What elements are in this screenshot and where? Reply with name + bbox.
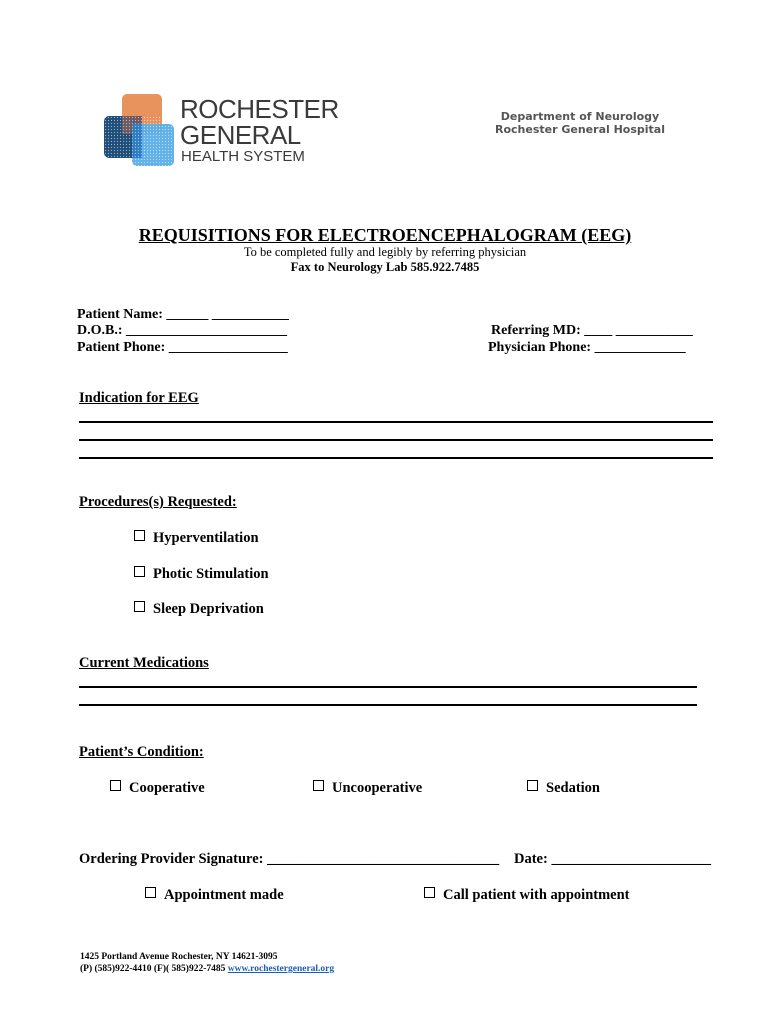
checkbox-icon[interactable] bbox=[110, 780, 121, 791]
procedure-option-photic-stimulation[interactable]: Photic Stimulation bbox=[134, 566, 269, 583]
medications-heading: Current Medications bbox=[79, 655, 209, 671]
checkbox-icon[interactable] bbox=[134, 601, 145, 612]
condition-option-cooperative[interactable]: Cooperative bbox=[110, 780, 205, 797]
procedure-option-hyperventilation[interactable]: Hyperventilation bbox=[134, 530, 259, 547]
medications-line-1[interactable] bbox=[79, 686, 697, 688]
physician-phone-field[interactable]: Physician Phone: _____________ bbox=[488, 340, 686, 355]
appointment-made-option[interactable]: Appointment made bbox=[145, 887, 284, 904]
indication-heading: Indication for EEG bbox=[79, 390, 199, 406]
logo-text-general: GENERAL bbox=[180, 120, 301, 150]
procedures-heading: Procedures(s) Requested: bbox=[79, 494, 237, 510]
form-title: REQUISITIONS FOR ELECTROENCEPHALOGRAM (EEG) bbox=[138, 225, 632, 245]
checkbox-icon[interactable] bbox=[527, 780, 538, 791]
call-patient-option[interactable]: Call patient with appointment bbox=[424, 887, 630, 904]
footer-contact bbox=[80, 964, 334, 974]
referring-md-field[interactable]: Referring MD: ____ ___________ bbox=[491, 323, 693, 338]
checkbox-icon[interactable] bbox=[313, 780, 324, 791]
date-field[interactable]: Date: ______________________ bbox=[514, 851, 711, 867]
department-name: Department of Neurology bbox=[500, 110, 660, 123]
footer-phones: (P) (585)922-4410 (F)( 585)922-7485 bbox=[80, 964, 226, 974]
checkbox-icon[interactable] bbox=[134, 566, 145, 577]
checkbox-icon[interactable] bbox=[134, 530, 145, 541]
condition-option-uncooperative[interactable]: Uncooperative bbox=[313, 780, 422, 797]
footer-address: 1425 Portland Avenue Rochester, NY 14621-3095 bbox=[80, 952, 278, 962]
logo-text-rochester: ROCHESTER bbox=[180, 94, 339, 124]
provider-signature-field[interactable]: Ordering Provider Signature: ________________________________ bbox=[79, 851, 500, 867]
indication-line-2[interactable] bbox=[79, 439, 713, 441]
logo-text-health-system: HEALTH SYSTEM bbox=[181, 148, 305, 165]
dob-field[interactable]: D.O.B.: _______________________ bbox=[77, 323, 287, 338]
website-link[interactable]: www.rochestergeneral.org bbox=[227, 964, 335, 974]
condition-option-sedation[interactable]: Sedation bbox=[527, 780, 600, 797]
checkbox-icon[interactable] bbox=[145, 887, 156, 898]
medications-line-2[interactable] bbox=[79, 704, 697, 706]
indication-line-1[interactable] bbox=[79, 421, 713, 423]
logo-mark-icon bbox=[104, 92, 176, 170]
patient-phone-field[interactable]: Patient Phone: _________________ bbox=[77, 340, 288, 355]
indication-line-3[interactable] bbox=[79, 457, 713, 459]
hospital-name: Rochester General Hospital bbox=[495, 123, 665, 136]
form-subtitle: To be completed fully and legibly by referring physician bbox=[243, 245, 527, 259]
procedure-option-sleep-deprivation[interactable]: Sleep Deprivation bbox=[134, 601, 264, 618]
condition-heading: Patient’s Condition: bbox=[79, 744, 204, 760]
rochester-general-logo bbox=[104, 92, 344, 172]
fax-instruction: Fax to Neurology Lab 585.922.7485 bbox=[290, 260, 480, 274]
patient-name-field[interactable]: Patient Name: ______ ___________ bbox=[77, 307, 289, 322]
checkbox-icon[interactable] bbox=[424, 887, 435, 898]
